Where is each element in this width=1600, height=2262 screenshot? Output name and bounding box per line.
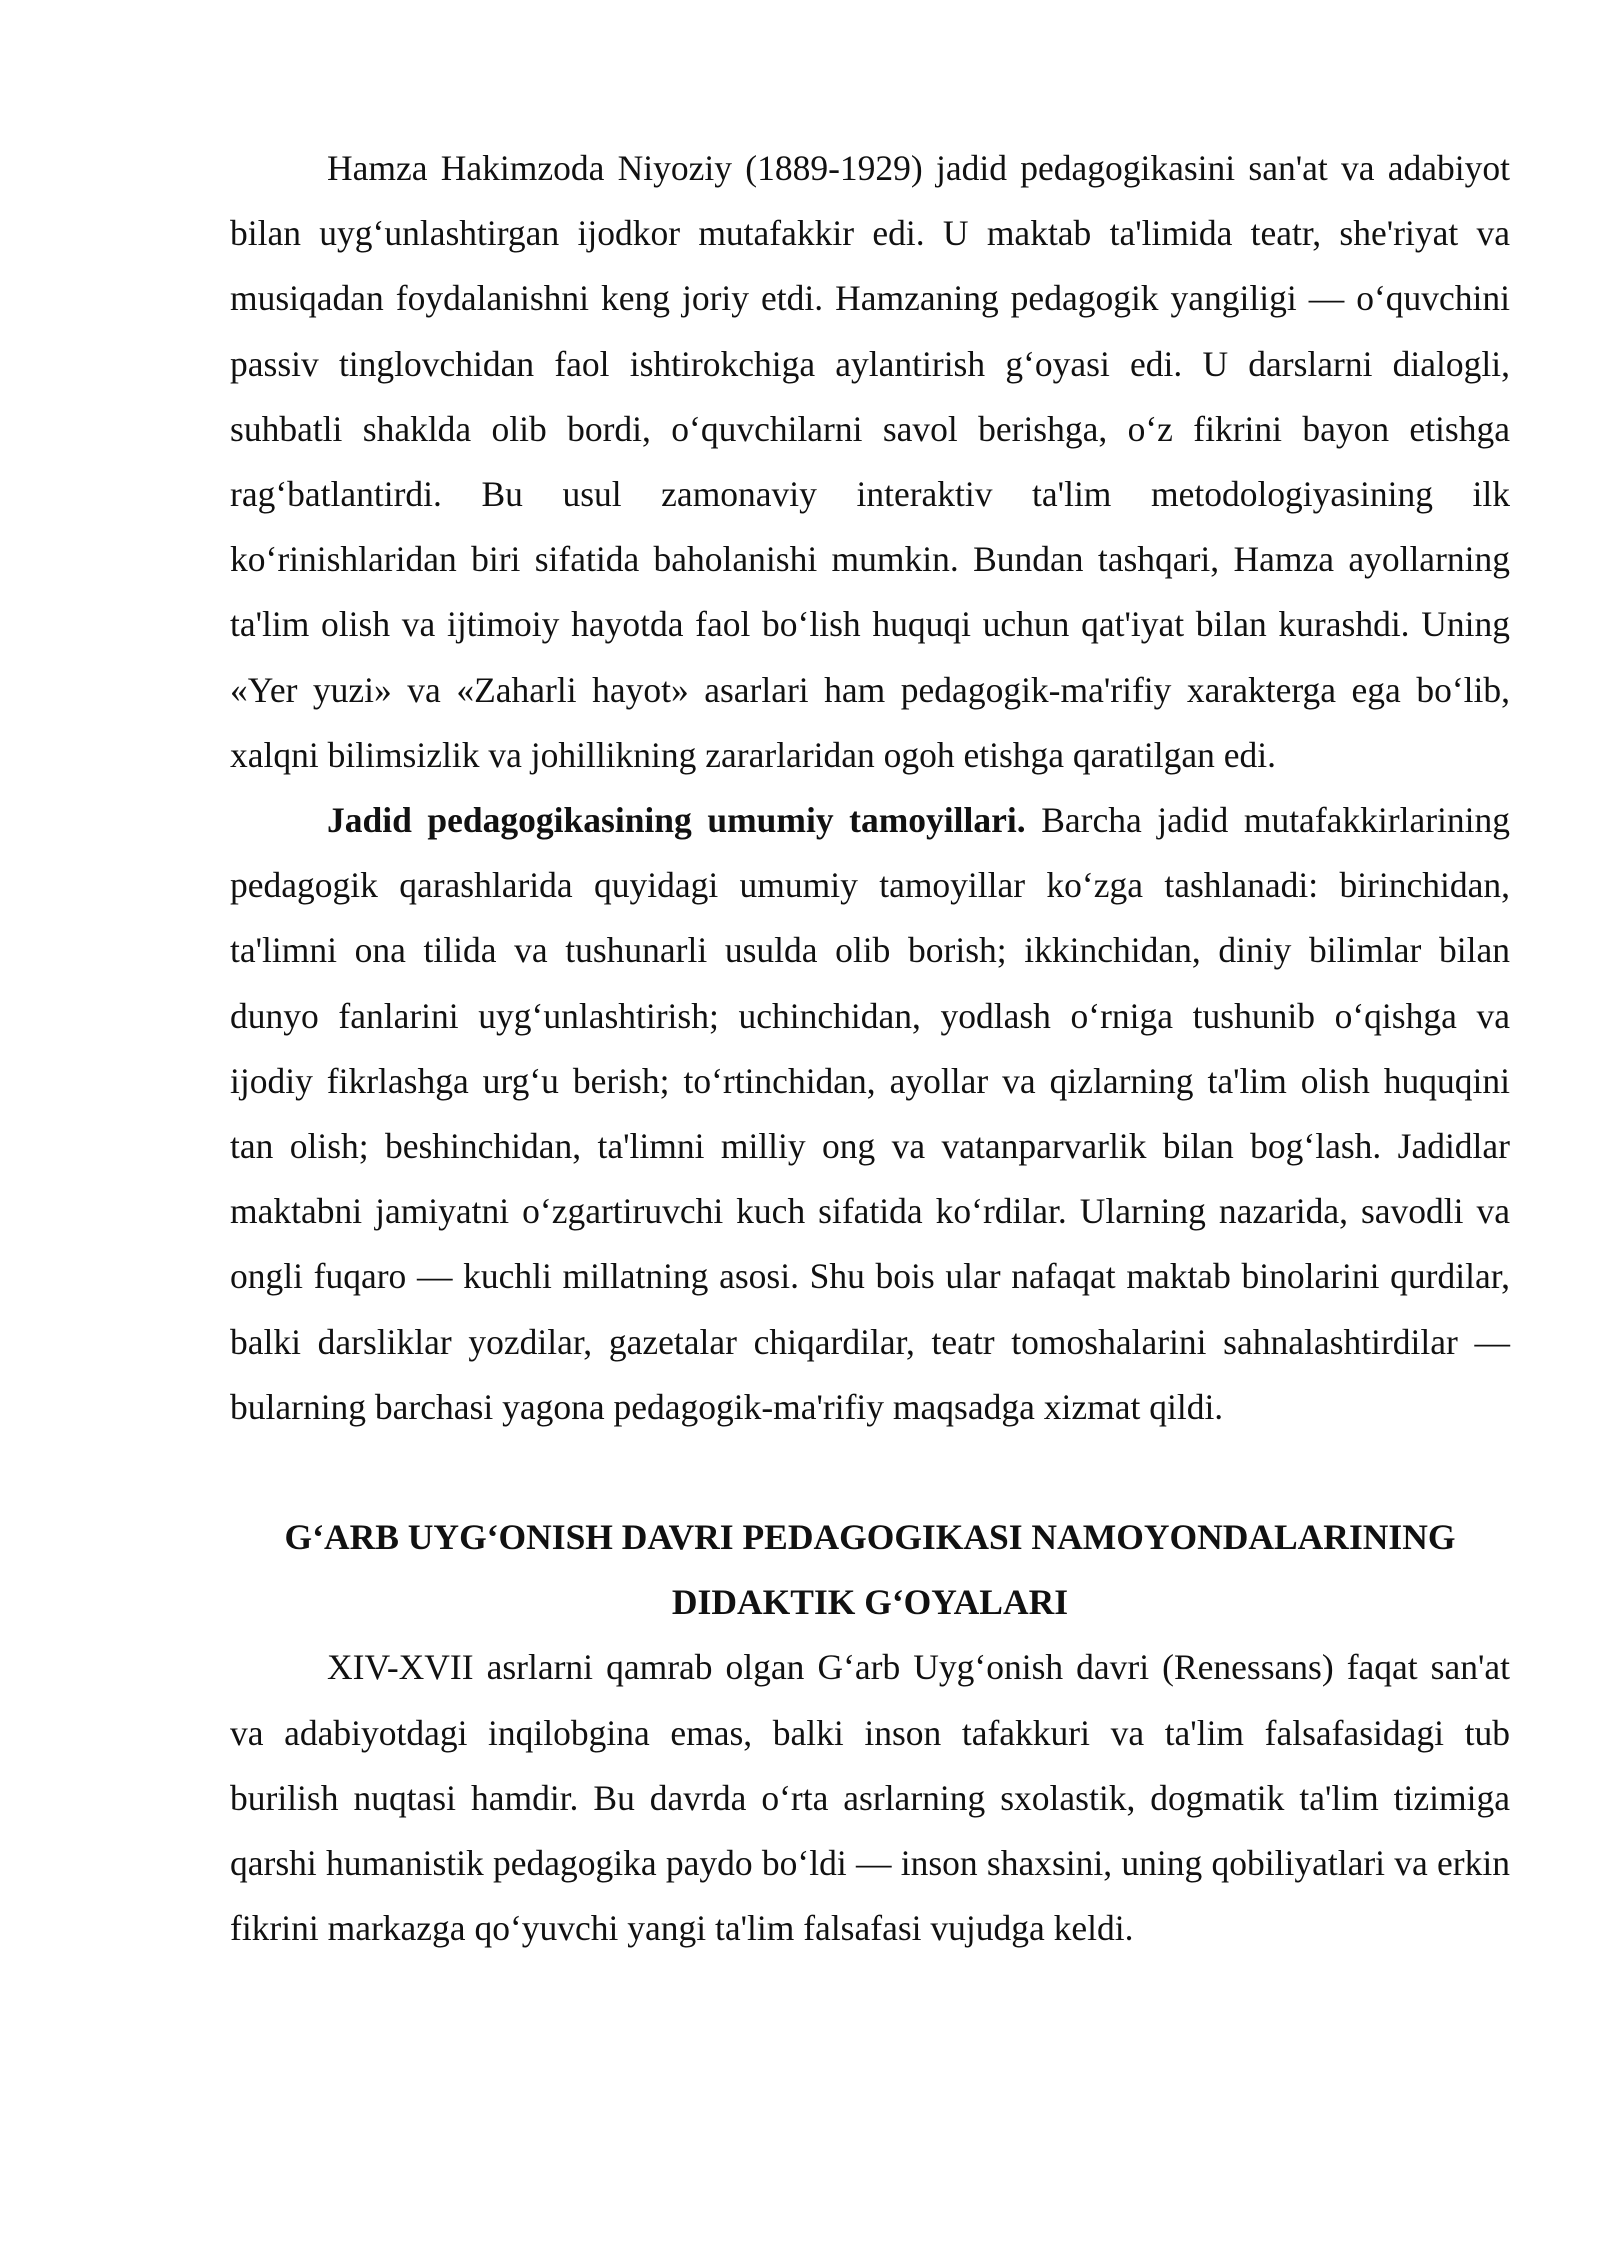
principles-text: Barcha jadid mutafakkirlarining pedagogik qarashlarida quyidagi umumiy tamoyillar ko‘zga tashlanadi: birinchidan, ta'limni ona tilida va tushunarli usulda olib borish; ikkinchidan, diniy bilimlar bilan dunyo fanlarini uyg‘unlashtirish; uchinchidan, yodlash o‘rniga tushunib o‘qishga va ijodiy fikrlashga urg‘u berish; to‘rtinchidan, ayollar va qizlarning ta'lim olish huquqini tan olish; beshinchidan, ta'limni milliy ong va vatanparvarlik bilan bog‘lash. Jadidlar maktabni jamiyatni o‘zgartiruvchi kuch sifatida ko‘rdilar. Ularning nazarida, savodli va ongli fuqaro — kuchli millatning asosi. Shu bois ular nafaqat maktab binolarini qurdilar, balki darsliklar yozdilar, gazetalar chiqardilar, teatr tomoshalarini sahnalashtirdilar — bularning barchasi yagona pedagogik-ma'rifiy maqsadga xizmat qildi. — [230, 800, 1510, 1427]
principles-heading: Jadid pedagogikasining umumiy tamoyillari. — [327, 800, 1026, 841]
document-page — [230, 136, 1510, 1961]
paragraph-principles — [230, 788, 1510, 1440]
paragraph-hamza: Hamza Hakimzoda Niyoziy (1889-1929) jadid pedagogikasini san'at va adabiyot bilan uyg‘unlashtirgan ijodkor mutafakkir edi. U maktab ta'limida teatr, she'riyat va musiqadan foydalanishni keng joriy etdi. Hamzaning pedagogik yangiligi — o‘quvchini passiv tinglovchidan faol ishtirokchiga aylantirish g‘oyasi edi. U darslarni dialogli, suhbatli shaklda olib bordi, o‘quvchilarni savol berishga, o‘z fikrini bayon etishga rag‘batlantirdi. Bu usul zamonaviy interaktiv ta'lim metodologiyasining ilk ko‘rinishlaridan biri sifatida baholanishi mumkin. Bundan tashqari, Hamza ayollarning ta'lim olish va ijtimoiy hayotda faol bo‘lish huquqi uchun qat'iyat bilan kurashdi. Uning «Yer yuzi» va «Zaharli hayot» asarlari ham pedagogik-ma'rifiy xarakterga ega bo‘lib, xalqni bilimsizlik va johillikning zararlaridan ogoh etishga qaratilgan edi. — [230, 148, 1510, 775]
section-heading-line1: G‘ARB UYG‘ONISH DAVRI PEDAGOGIKASI NAMOYONDALARINING — [284, 1517, 1456, 1558]
paragraph-renaissance: XIV-XVII asrlarni qamrab olgan G‘arb Uyg‘onish davri (Renessans) faqat san'at va adabiyotdagi inqilobgina emas, balki inson tafakkuri va ta'lim falsafasidagi tub burilish nuqtasi hamdir. Bu davrda o‘rta asrlarning sxolastik, dogmatik ta'lim tizimiga qarshi humanistik pedagogika paydo bo‘ldi — inson shaxsini, uning qobiliyatlari va erkin fikrini markazga qo‘yuvchi yangi ta'lim falsafasi vujudga keldi. — [230, 1647, 1510, 1949]
section-heading-line2: DIDAKTIK G‘OYALARI — [671, 1582, 1069, 1623]
section-heading — [230, 1505, 1510, 1635]
